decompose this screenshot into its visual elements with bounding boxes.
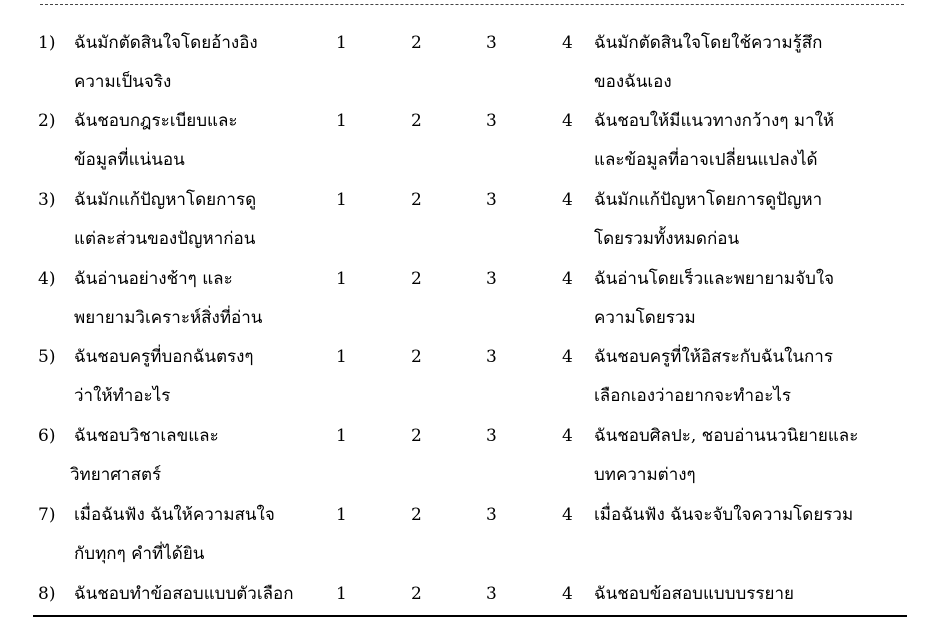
item-number: 8) [38,584,56,604]
scale-option-4[interactable]: 4 [562,584,573,604]
scale-option-3[interactable]: 3 [486,269,497,289]
scale-option-1[interactable]: 1 [336,190,347,210]
item-number: 2) [38,111,56,131]
scale-option-3[interactable]: 3 [486,111,497,131]
bottom-rule [33,615,907,617]
left-statement: เมื่อฉันฟัง ฉันให้ความสนใจ กับทุกๆ คำที่ได้ยิน [74,505,275,564]
scale-option-4[interactable]: 4 [562,426,573,446]
right-statement: ฉันชอบให้มีแนวทางกว้างๆ มาให้ และข้อมูลที่อาจเปลี่ยนแปลงได้ [594,111,835,170]
left-statement: ฉันชอบวิชาเลขและ วิทยาศาสตร์ [70,426,219,485]
scale-option-4[interactable]: 4 [562,190,573,210]
left-statement: ฉันมักแก้ปัญหาโดยการดู แต่ละส่วนของปัญหาก่อน [74,190,257,249]
left-statement: ฉันมักตัดสินใจโดยอ้างอิง ความเป็นจริง [74,33,258,92]
top-dashed-rule [40,4,904,5]
scale-option-4[interactable]: 4 [562,347,573,367]
scale-option-2[interactable]: 2 [411,269,422,289]
left-statement: ฉันชอบครูที่บอกฉันตรงๆ ว่าให้ทำอะไร [74,347,254,406]
left-statement: ฉันอ่านอย่างช้าๆ และ พยายามวิเคราะห์สิ่งที่อ่าน [74,269,263,328]
scale-option-2[interactable]: 2 [411,111,422,131]
scale-option-1[interactable]: 1 [336,505,347,525]
right-statement: ฉันอ่านโดยเร็วและพยายามจับใจ ความโดยรวม [594,269,835,328]
item-number: 7) [38,505,56,525]
scale-option-2[interactable]: 2 [411,347,422,367]
right-statement: ฉันมักแก้ปัญหาโดยการดูปัญหา โดยรวมทั้งหมดก่อน [594,190,823,249]
item-number: 4) [38,269,56,289]
item-number: 3) [38,190,56,210]
scale-option-3[interactable]: 3 [486,33,497,53]
scale-option-3[interactable]: 3 [486,347,497,367]
scale-option-2[interactable]: 2 [411,190,422,210]
list-item [0,102,940,180]
scale-option-4[interactable]: 4 [562,505,573,525]
list-item [0,496,940,574]
left-statement: ฉันชอบกฎระเบียบและ ข้อมูลที่แน่นอน [74,111,238,170]
scale-option-3[interactable]: 3 [486,584,497,604]
scale-option-1[interactable]: 1 [336,33,347,53]
item-number: 6) [38,426,56,446]
list-item [0,181,940,259]
scale-option-2[interactable]: 2 [411,426,422,446]
scale-option-1[interactable]: 1 [336,584,347,604]
scale-option-4[interactable]: 4 [562,269,573,289]
scale-option-2[interactable]: 2 [411,33,422,53]
item-number: 1) [38,33,56,53]
right-statement: ฉันชอบข้อสอบแบบบรรยาย [594,584,795,604]
scale-option-1[interactable]: 1 [336,269,347,289]
scale-option-3[interactable]: 3 [486,190,497,210]
scale-option-1[interactable]: 1 [336,426,347,446]
right-statement: เมื่อฉันฟัง ฉันจะจับใจความโดยรวม [594,505,854,525]
list-item [0,575,940,614]
list-item [0,338,940,416]
scale-option-3[interactable]: 3 [486,426,497,446]
right-statement: ฉันชอบครูที่ให้อิสระกับฉันในการ เลือกเองว่าอยากจะทำอะไร [594,347,833,406]
item-number: 5) [38,347,56,367]
scale-option-1[interactable]: 1 [336,347,347,367]
left-statement: ฉันชอบทำข้อสอบแบบตัวเลือก [74,584,294,604]
scale-option-4[interactable]: 4 [562,111,573,131]
scale-option-1[interactable]: 1 [336,111,347,131]
right-statement: ฉันมักตัดสินใจโดยใช้ความรู้สึก ของฉันเอง [594,33,823,92]
list-item [0,24,940,102]
scale-option-2[interactable]: 2 [411,505,422,525]
list-item [0,260,940,338]
list-item [0,417,940,495]
right-statement: ฉันชอบศิลปะ, ชอบอ่านนวนิยายและ บทความต่างๆ [594,426,859,485]
scale-option-2[interactable]: 2 [411,584,422,604]
scale-option-3[interactable]: 3 [486,505,497,525]
scale-option-4[interactable]: 4 [562,33,573,53]
